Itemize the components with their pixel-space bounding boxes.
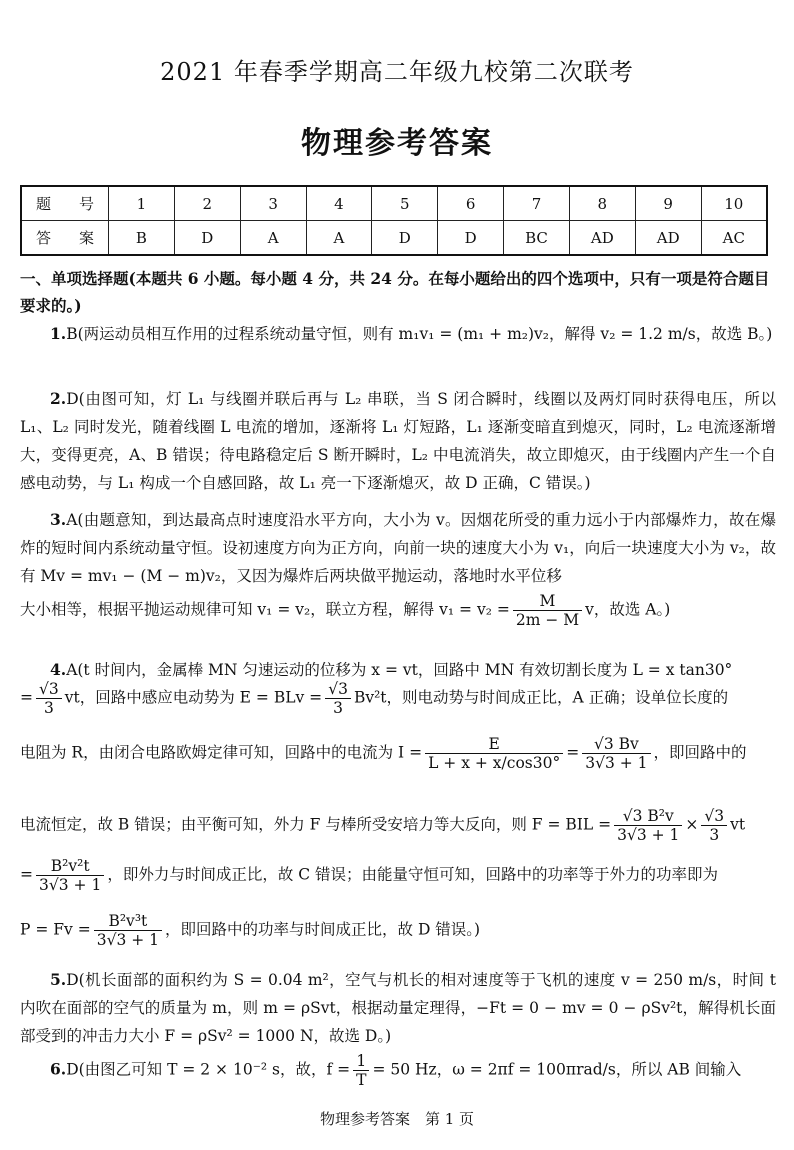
answer-key-title: 物理参考答案 [301, 126, 493, 161]
denominator: 2m − M [515, 611, 580, 629]
question-number-row [21, 186, 767, 221]
numerator: √3 Bv [582, 735, 650, 754]
text-run: × [685, 815, 699, 834]
table-cell: 9 [635, 186, 701, 221]
question-4-line [20, 912, 776, 949]
question-number: 6. [50, 1059, 67, 1079]
fraction [94, 912, 162, 949]
question-5 [20, 966, 776, 1050]
question-text: D(由图可知，灯 L₁ 与线圈并联后再与 L₂ 串联，当 S 闭合瞬时，线圈以及两灯同时获得电压，所以 L₁、L₂ 同时发光，随着线圈 L 电流的增加，逐渐将 L₁ 灯短路，L₁ 逐渐变暗直到熄灭，同时，L₂ 电流逐渐增大，变得更亮，A、B 错误；待电路稳定后 S 断开瞬时，L₂ 中电流消失，故立即熄灭，由于线圈内产生一个自感电动势，与 L₁ 构成一个自感回路，故 L₁ 亮一下逐渐熄灭，故 D 正确，C 错误。) [20, 390, 776, 492]
fraction [353, 1052, 369, 1089]
question-text: B(两运动员相互作用的过程系统动量守恒，则有 m₁v₁ = (m₁ + m₂)v₂，解得 v₂ = 1.2 m/s，故选 B。) [66, 325, 773, 343]
table-cell: AD [569, 221, 635, 256]
question-2 [20, 385, 776, 497]
question-text: D(机长面部的面积约为 S = 0.04 m²，空气与机长的相对速度等于飞机的速度 v = 250 m/s，时间 t 内吹在面部的空气的质量为 m，则 m = ρSvt，根据动量定理得，−Ft = 0 − mv = 0 − ρSv²t，解得机长面部受到的冲击力大小 F = ρSv² = 1000 N，故选 D。) [20, 971, 776, 1045]
table-cell: 8 [569, 186, 635, 221]
question-number: 3. [50, 510, 67, 529]
numerator: √3 [701, 807, 727, 826]
denominator: 3 [333, 699, 343, 717]
question-4-line [20, 680, 776, 717]
text-run: D(由图乙可知 T = 2 × 10⁻² s，故，f = [66, 1060, 351, 1079]
answer-table [20, 185, 768, 256]
exam-title: 2021 年春季学期高二年级九校第二次联考 [160, 58, 634, 86]
table-cell: AD [635, 221, 701, 256]
question-4-line [50, 658, 776, 680]
table-cell: AC [701, 221, 767, 256]
question-number: 1. [50, 324, 67, 343]
numerator: E [425, 735, 563, 754]
fraction [425, 735, 563, 772]
question-3-line [20, 592, 776, 629]
text-run: vt，回路中感应电动势为 E = BLv = [64, 688, 323, 707]
page-footer: 物理参考答案 第 1 页 [319, 1110, 475, 1128]
text-run: 电阻为 R，由闭合电路欧姆定律可知，回路中的电流为 I = [20, 743, 423, 762]
text-run: ，即外力与时间成正比，故 C 错误；由能量守恒可知，回路中的功率等于外力的功率即为 [107, 865, 719, 884]
question-text: A(由题意知，到达最高点时速度沿水平方向，大小为 v。因烟花所受的重力远小于内部爆炸力，故在爆炸的短时间内系统动量守恒。设初速度方向为正方向，向前一块的速度大小为 v₁，向后一块速度大小为 v₂，故有 Mv = mv₁ − (M − m)v₂，又因为爆炸后两块做平抛运动，落地时水平位移 [20, 511, 776, 585]
text-run: vt [730, 815, 746, 834]
denominator: T [356, 1071, 367, 1089]
text-run: 电流恒定，故 B 错误；由平衡可知，外力 F 与棒所受安培力等大反向，则 F = BIL = [20, 815, 612, 834]
denominator: 3√3 + 1 [617, 826, 680, 844]
question-4-line [20, 807, 776, 844]
text-run: v，故选 A。) [585, 600, 671, 619]
text-run: A(t 时间内，金属棒 MN 匀速运动的位移为 x = vt，回路中 MN 有效切割长度为 L = x tan30° [66, 661, 733, 679]
section-heading: 一、单项选择题(本题共 6 小题。每小题 4 分，共 24 分。在每小题给出的四个选项中，只有一项是符合题目要求的。) [20, 269, 770, 315]
table-cell: A [306, 221, 372, 256]
denominator: 3 [43, 699, 54, 717]
table-cell: 6 [438, 186, 504, 221]
text-run: = [20, 688, 33, 707]
denominator: L + x + x/cos30° [428, 754, 561, 772]
denominator: 3√3 + 1 [585, 754, 648, 772]
text-run: = 50 Hz，ω = 2πf = 100πrad/s，所以 AB 间输入 [372, 1060, 742, 1079]
question-6-line [50, 1052, 776, 1089]
numerator: B²v²t [36, 857, 104, 876]
text-run: = [20, 865, 33, 884]
numerator: √3 [325, 680, 351, 699]
text-run: ，即回路中的功率与时间成正比，故 D 错误。) [165, 920, 481, 939]
fraction [701, 807, 727, 844]
table-cell: D [438, 221, 504, 256]
table-cell: D [372, 221, 438, 256]
text-run: Bv²t，则电动势与时间成正比，A 正确；设单位长度的 [353, 688, 729, 707]
table-cell: B [109, 221, 175, 256]
denominator: 3√3 + 1 [39, 876, 102, 894]
text-run: = [566, 743, 580, 762]
table-cell: 4 [306, 186, 372, 221]
table-cell: D [174, 221, 240, 256]
fraction [36, 857, 104, 894]
question-3 [20, 506, 776, 590]
denominator: 3 [709, 826, 720, 844]
numerator: B²v³t [94, 912, 162, 931]
table-cell: 7 [504, 186, 570, 221]
text-run: 大小相等，根据平抛运动规律可知 v₁ = v₂，联立方程，解得 v₁ = v₂ = [20, 600, 510, 619]
question-4-line [20, 735, 776, 772]
table-cell: 3 [240, 186, 306, 221]
row-label-number: 题号 [21, 186, 109, 221]
question-1 [20, 320, 776, 348]
text-run: ，即回路中的 [653, 743, 747, 762]
fraction [614, 807, 682, 844]
denominator: 3√3 + 1 [96, 931, 160, 949]
table-cell: 5 [372, 186, 438, 221]
table-cell: 10 [701, 186, 767, 221]
answer-row [21, 221, 767, 256]
question-number: 4. [50, 660, 67, 679]
table-cell: A [240, 221, 306, 256]
question-number: 2. [50, 389, 67, 408]
table-cell: BC [504, 221, 570, 256]
fraction [36, 680, 62, 717]
table-cell: 1 [109, 186, 175, 221]
table-cell: 2 [174, 186, 240, 221]
fraction [582, 735, 650, 772]
numerator: 1 [353, 1052, 369, 1071]
numerator: √3 [36, 680, 62, 699]
question-number: 5. [50, 970, 67, 989]
numerator: M [513, 592, 582, 611]
text-run: P = Fv = [20, 920, 91, 939]
question-4-line [20, 857, 776, 894]
row-label-answer: 答案 [21, 221, 109, 256]
numerator: √3 B²v [614, 807, 682, 826]
fraction [513, 592, 582, 629]
fraction [325, 680, 351, 717]
